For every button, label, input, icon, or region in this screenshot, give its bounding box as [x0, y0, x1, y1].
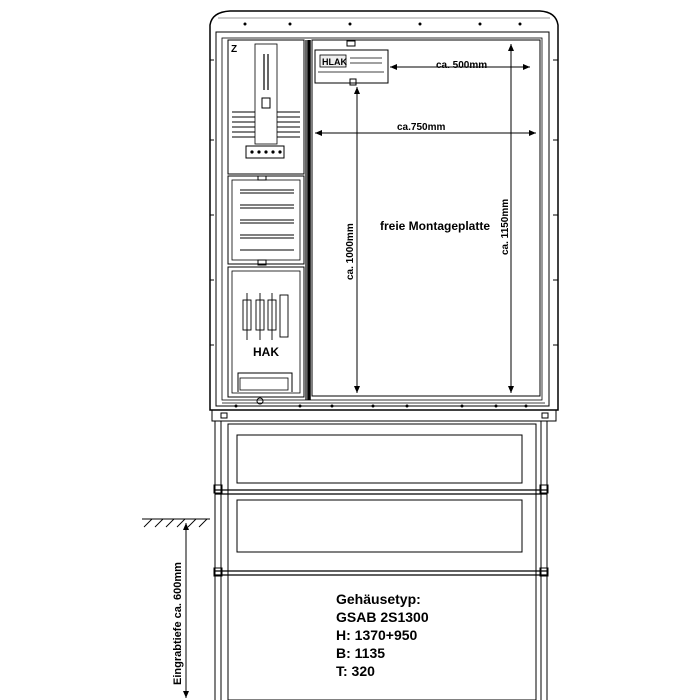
z-label: Z — [231, 44, 238, 55]
housing-specs — [336, 590, 429, 680]
hlak-label: HLAK — [322, 57, 347, 67]
freie-montageplatte-label: freie Montageplatte — [380, 219, 491, 233]
dim-500-label: ca. 500mm — [436, 60, 488, 71]
housing-type-title: Gehäusetyp: — [336, 591, 421, 607]
dim-1000-label: ca. 1000mm — [345, 223, 356, 280]
housing-depth: T: 320 — [336, 663, 375, 679]
eingrabtiefe-label: Eingrabtiefe ca. 600mm — [172, 562, 184, 685]
dim-1150-label: ca. 1150mm — [500, 198, 511, 255]
dim-750-label: ca.750mm — [397, 122, 446, 133]
housing-width: B: 1135 — [336, 645, 386, 661]
housing-height: H: 1370+950 — [336, 627, 418, 643]
housing-model: GSAB 2S1300 — [336, 609, 429, 625]
hak-label: HAK — [253, 345, 279, 359]
